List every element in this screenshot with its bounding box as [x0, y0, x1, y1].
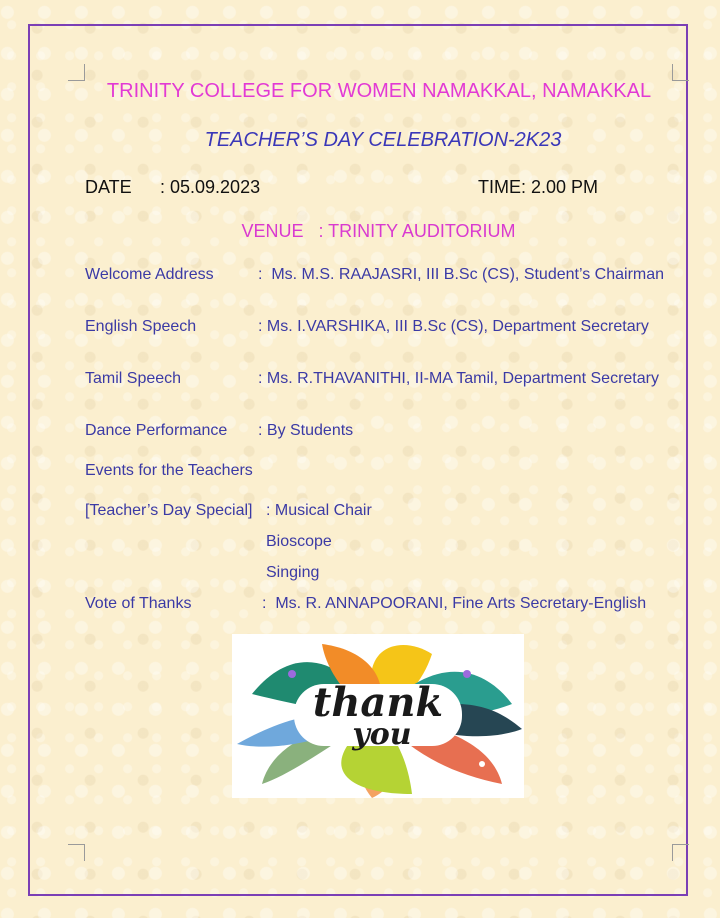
event-singing: Singing	[266, 564, 320, 581]
vote-of-thanks-label: Vote of Thanks	[85, 595, 192, 612]
date-label: DATE	[85, 177, 132, 197]
welcome-address-label: Welcome Address	[85, 266, 214, 283]
thank-you-illustration	[232, 634, 524, 798]
college-title: TRINITY COLLEGE FOR WOMEN NAMAKKAL, NAMAKKAL	[106, 80, 652, 102]
teachers-day-special-label: [Teacher’s Day Special]	[85, 502, 253, 519]
english-speech-value: : Ms. I.VARSHIKA, III B.Sc (CS), Department Secretary	[258, 318, 649, 335]
events-heading: Events for the Teachers	[85, 462, 253, 479]
tamil-speech-label: Tamil Speech	[85, 370, 182, 387]
date-value: : 05.09.2023	[160, 177, 261, 197]
welcome-address-value: : Ms. M.S. RAAJASRI, III B.Sc (CS), Student’s Chairman	[258, 266, 665, 283]
corner-mark-top-right	[672, 64, 689, 81]
corner-mark-bottom-left	[68, 844, 85, 861]
time-text: TIME: 2.00 PM	[478, 177, 599, 197]
english-speech-label: English Speech	[85, 318, 197, 335]
dance-performance-value: : By Students	[258, 422, 354, 439]
venue-text: VENUE : TRINITY AUDITORIUM	[241, 221, 516, 241]
thank-you-image	[232, 634, 524, 798]
event-title: TEACHER’S DAY CELEBRATION-2K23	[204, 129, 562, 151]
vote-of-thanks-value: : Ms. R. ANNAPOORANI, Fine Arts Secretary-English	[262, 595, 647, 612]
tamil-speech-value: : Ms. R.THAVANITHI, II-MA Tamil, Department Secretary	[258, 370, 659, 387]
corner-mark-bottom-right	[672, 844, 689, 861]
event-musical-chair: : Musical Chair	[266, 502, 372, 519]
event-bioscope: Bioscope	[266, 533, 332, 550]
corner-mark-top-left	[68, 64, 85, 81]
thank-text: thank	[312, 679, 444, 726]
dance-performance-label: Dance Performance	[85, 422, 228, 439]
you-text: you	[352, 717, 412, 752]
